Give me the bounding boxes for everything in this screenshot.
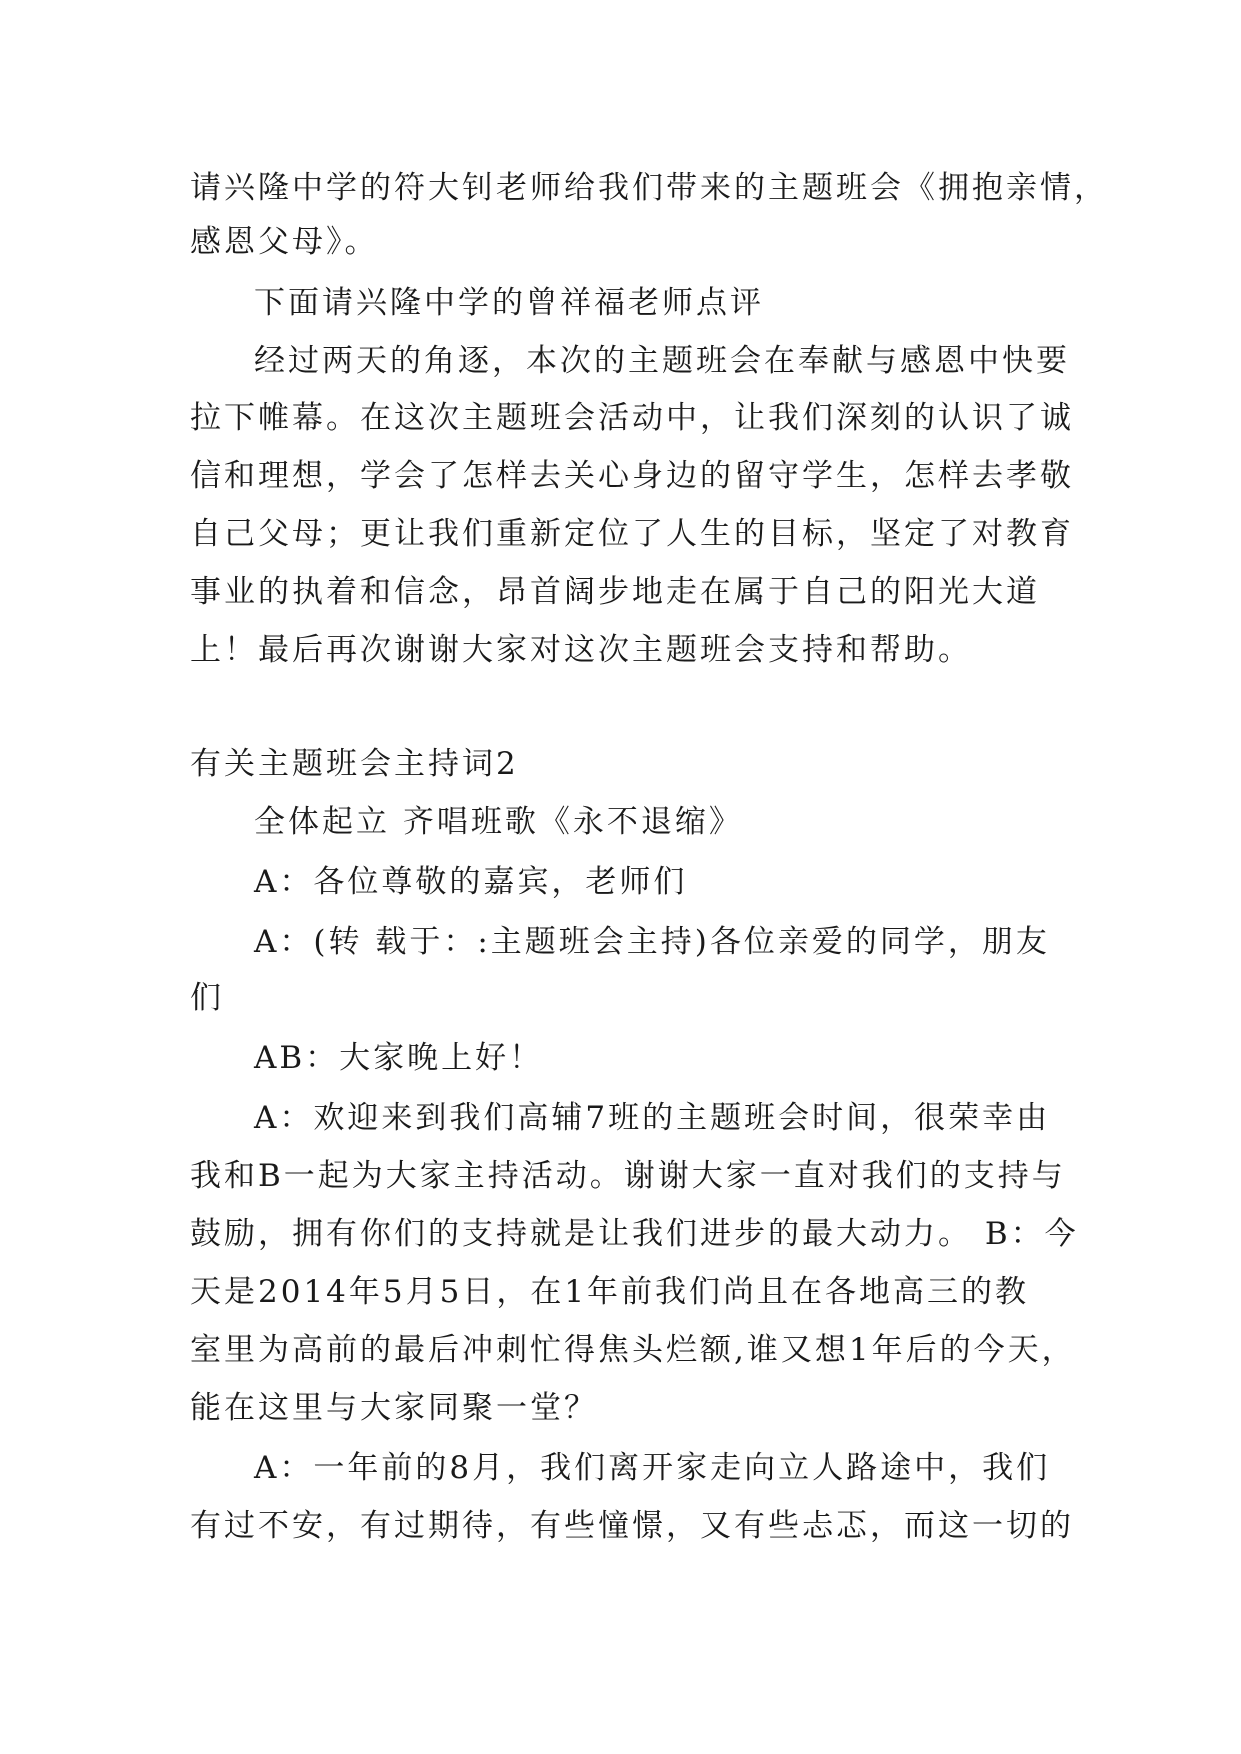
paragraph-line: 鼓励，拥有你们的支持就是让我们进步的最大动力。 B：今 [190, 1216, 1079, 1252]
paragraph-line: 能在这里与大家同聚一堂？ [190, 1390, 598, 1426]
paragraph-line: A：(转 载于：:主题班会主持)各位亲爱的同学，朋友 [254, 924, 1050, 960]
paragraph-line: 们 [190, 980, 224, 1016]
paragraph-line: 请兴隆中学的符大钊老师给我们带来的主题班会《拥抱亲情， [190, 170, 1108, 206]
paragraph-line: A：各位尊敬的嘉宾，老师们 [254, 864, 688, 900]
paragraph-line: 拉下帷幕。在这次主题班会活动中，让我们深刻的认识了诚 [190, 400, 1074, 436]
paragraph-line: 事业的执着和信念，昂首阔步地走在属于自己的阳光大道 [190, 574, 1040, 610]
paragraph-line: 感恩父母》。 [190, 224, 379, 260]
paragraph-line: AB：大家晚上好！ [254, 1040, 544, 1076]
paragraph-line: 天是2014年5月5日，在1年前我们尚且在各地高三的教 [190, 1274, 1030, 1310]
paragraph-line: 自己父母；更让我们重新定位了人生的目标，坚定了对教育 [190, 516, 1074, 552]
paragraph-line: 室里为高前的最后冲刺忙得焦头烂额,谁又想1年后的今天， [190, 1332, 1076, 1368]
section-heading: 有关主题班会主持词2 [190, 746, 519, 782]
paragraph-line: 下面请兴隆中学的曾祥福老师点评 [254, 285, 764, 321]
paragraph-line: 信和理想，学会了怎样去关心身边的留守学生，怎样去孝敬 [190, 458, 1074, 494]
paragraph-line: 我和B一起为大家主持活动。谢谢大家一直对我们的支持与 [190, 1158, 1066, 1194]
paragraph-line: 经过两天的角逐，本次的主题班会在奉献与感恩中快要 [254, 343, 1070, 379]
paragraph-line: A：欢迎来到我们高辅7班的主题班会时间，很荣幸由 [254, 1100, 1051, 1136]
paragraph-line: A：一年前的8月，我们离开家走向立人路途中，我们 [254, 1450, 1051, 1486]
paragraph-line: 上！最后再次谢谢大家对这次主题班会支持和帮助。 [190, 632, 972, 668]
paragraph-line: 全体起立 齐唱班歌《永不退缩》 [254, 804, 743, 840]
paragraph-line: 有过不安，有过期待，有些憧憬，又有些忐忑，而这一切的 [190, 1508, 1074, 1544]
